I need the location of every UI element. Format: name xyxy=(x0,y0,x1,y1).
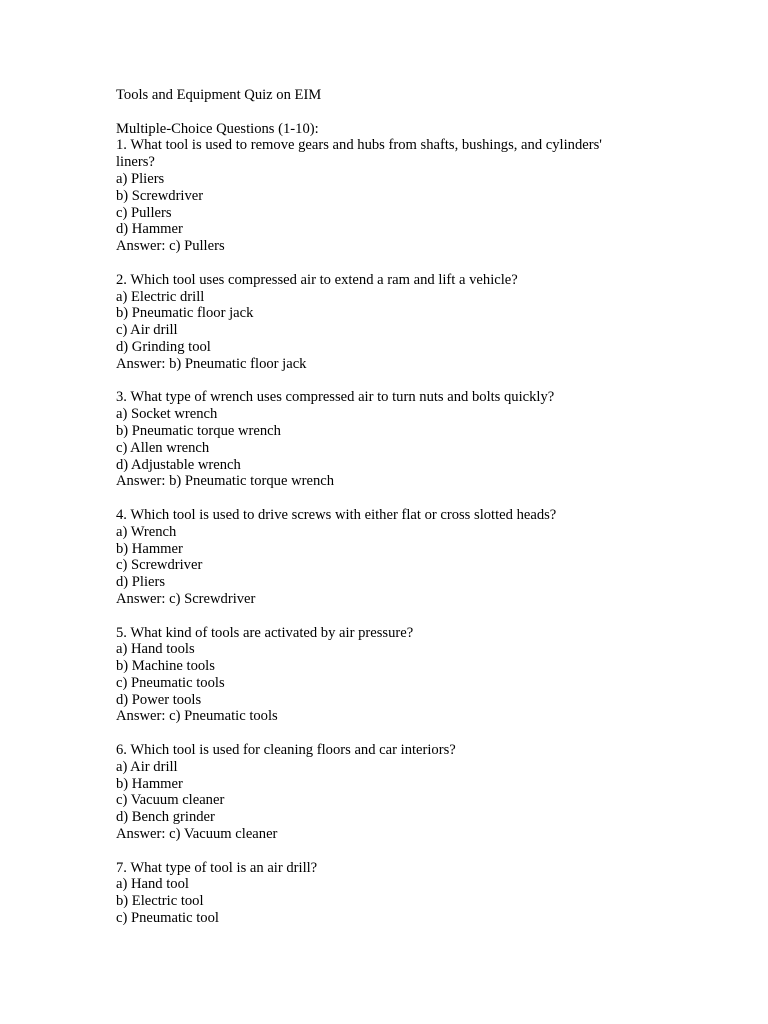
answer-option: a) Electric drill xyxy=(116,288,205,305)
answer-key: Answer: c) Pneumatic tools xyxy=(116,708,278,725)
answer-option: d) Adjustable wrench xyxy=(116,456,241,473)
answer-option: a) Air drill xyxy=(116,758,178,775)
question-text: liners? xyxy=(116,154,155,171)
answer-option: d) Power tools xyxy=(116,691,202,708)
question-block xyxy=(116,625,676,726)
answer-option: d) Pliers xyxy=(116,574,166,591)
answer-option: d) Bench grinder xyxy=(116,809,215,826)
question-text: 4. Which tool is used to drive screws with either flat or cross slotted heads? xyxy=(116,506,557,523)
question-text: 6. Which tool is used for cleaning floors and car interiors? xyxy=(116,742,456,759)
answer-option: a) Hand tool xyxy=(116,876,189,893)
answer-key: Answer: b) Pneumatic torque wrench xyxy=(116,473,335,490)
title-block xyxy=(116,87,676,104)
answer-key: Answer: c) Pullers xyxy=(116,238,225,255)
question-block xyxy=(116,137,676,255)
answer-key: Answer: b) Pneumatic floor jack xyxy=(116,355,307,372)
answer-option: a) Socket wrench xyxy=(116,406,218,423)
answer-key: Answer: c) Screwdriver xyxy=(116,590,256,607)
answer-option: b) Machine tools xyxy=(116,658,215,675)
answer-option: b) Pneumatic floor jack xyxy=(116,305,254,322)
answer-key: Answer: c) Vacuum cleaner xyxy=(116,826,278,843)
section-heading: Multiple-Choice Questions (1-10): xyxy=(116,120,319,137)
answer-option: d) Hammer xyxy=(116,221,183,238)
answer-option: b) Pneumatic torque wrench xyxy=(116,422,281,439)
answer-option: b) Electric tool xyxy=(116,893,204,910)
answer-option: a) Pliers xyxy=(116,170,165,187)
answer-option: c) Air drill xyxy=(116,322,178,339)
answer-option: b) Screwdriver xyxy=(116,187,204,204)
answer-option: c) Allen wrench xyxy=(116,439,210,456)
question-block xyxy=(116,860,676,927)
question-block xyxy=(116,742,676,843)
question-list xyxy=(116,137,676,926)
answer-option: c) Pneumatic tool xyxy=(116,910,219,927)
answer-option: b) Hammer xyxy=(116,540,183,557)
answer-option: c) Pullers xyxy=(116,204,172,221)
document-page xyxy=(116,87,676,927)
question-text: 7. What type of tool is an air drill? xyxy=(116,859,318,876)
answer-option: a) Wrench xyxy=(116,523,177,540)
answer-option: b) Hammer xyxy=(116,775,183,792)
question-text: 2. Which tool uses compressed air to extend a ram and lift a vehicle? xyxy=(116,271,518,288)
answer-option: c) Pneumatic tools xyxy=(116,674,225,691)
question-text: 3. What type of wrench uses compressed air to turn nuts and bolts quickly? xyxy=(116,389,555,406)
question-text: 1. What tool is used to remove gears and hubs from shafts, bushings, and cylinders' xyxy=(116,137,602,154)
question-text: 5. What kind of tools are activated by air pressure? xyxy=(116,624,414,641)
answer-option: d) Grinding tool xyxy=(116,338,211,355)
answer-option: c) Vacuum cleaner xyxy=(116,792,225,809)
question-block xyxy=(116,507,676,608)
answer-option: c) Screwdriver xyxy=(116,557,203,574)
answer-option: a) Hand tools xyxy=(116,641,195,658)
document-title: Tools and Equipment Quiz on EIM xyxy=(116,87,322,103)
question-block xyxy=(116,389,676,490)
question-block xyxy=(116,272,676,373)
